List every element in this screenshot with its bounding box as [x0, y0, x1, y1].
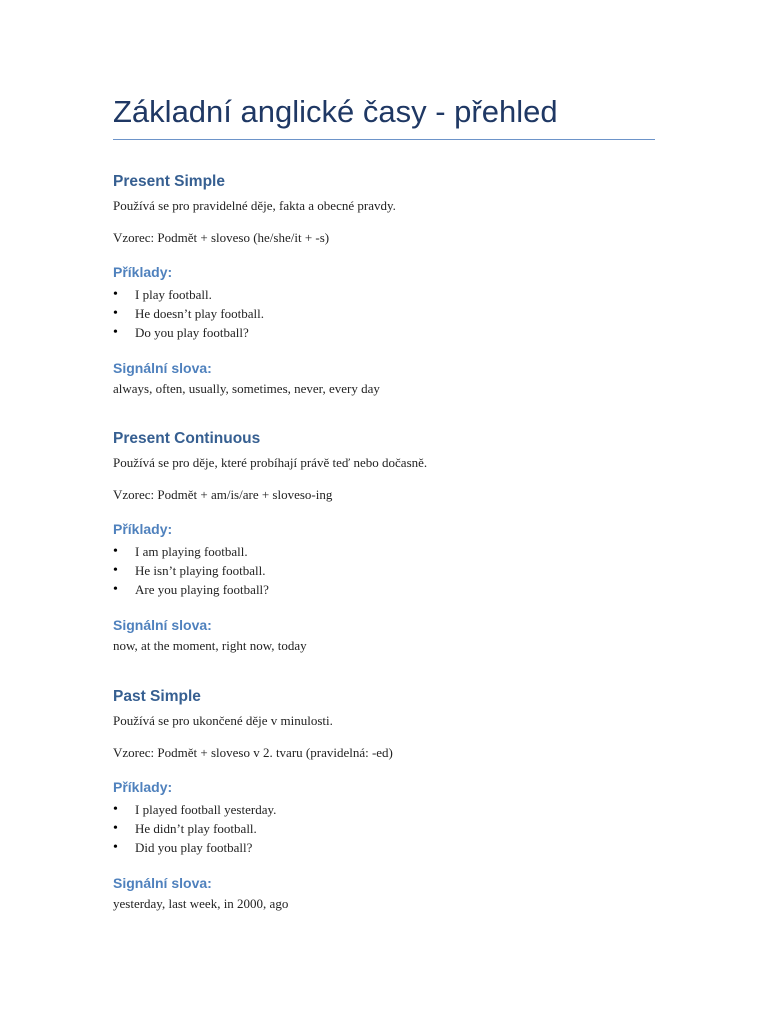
- bullet-icon: •: [113, 306, 118, 321]
- list-item: [113, 323, 673, 342]
- example-text: I play football.: [135, 287, 212, 302]
- examples-list: [113, 800, 673, 857]
- list-item: [113, 800, 673, 819]
- examples-list: [113, 285, 673, 342]
- list-item: [113, 838, 673, 857]
- bullet-icon: •: [113, 325, 118, 340]
- list-item: [113, 819, 673, 838]
- signal-words-text: yesterday, last week, in 2000, ago: [113, 896, 289, 911]
- signal-words-heading: Signální slova:: [113, 875, 212, 891]
- example-text: I am playing football.: [135, 544, 248, 559]
- bullet-icon: •: [113, 582, 118, 597]
- examples-heading: Příklady:: [113, 264, 173, 280]
- section-heading: Present Continuous: [113, 430, 261, 447]
- examples-heading: Příklady:: [113, 521, 173, 537]
- bullet-icon: •: [113, 802, 118, 817]
- examples-list: [113, 542, 673, 599]
- list-item: [113, 542, 673, 561]
- formula-text: Vzorec: Podmět + sloveso v 2. tvaru (pravidelná: -ed): [113, 745, 393, 760]
- list-item: [113, 580, 673, 599]
- section-past-simple: [113, 687, 673, 912]
- example-text: Are you playing football?: [135, 582, 269, 597]
- bullet-icon: •: [113, 544, 118, 559]
- title-underline: [113, 139, 655, 140]
- section-heading: Past Simple: [113, 688, 201, 705]
- formula-text: Vzorec: Podmět + sloveso (he/she/it + -s): [113, 230, 330, 245]
- usage-text: Používá se pro děje, které probíhají právě teď nebo dočasně.: [113, 455, 428, 470]
- example-text: Did you play football?: [135, 840, 253, 855]
- list-item: [113, 304, 673, 323]
- signal-words-heading: Signální slova:: [113, 617, 212, 633]
- example-text: He isn’t playing football.: [135, 563, 266, 578]
- section-heading: Present Simple: [113, 173, 225, 190]
- example-text: I played football yesterday.: [135, 802, 277, 817]
- example-text: He doesn’t play football.: [135, 306, 265, 321]
- bullet-icon: •: [113, 287, 118, 302]
- examples-heading: Příklady:: [113, 779, 173, 795]
- list-item: [113, 561, 673, 580]
- signal-words-text: now, at the moment, right now, today: [113, 638, 307, 653]
- formula-text: Vzorec: Podmět + am/is/are + sloveso-ing: [113, 487, 333, 502]
- example-text: Do you play football?: [135, 325, 249, 340]
- document-title: Základní anglické časy - přehled: [113, 94, 558, 129]
- usage-text: Používá se pro ukončené děje v minulosti.: [113, 713, 333, 728]
- bullet-icon: •: [113, 821, 118, 836]
- usage-text: Používá se pro pravidelné děje, fakta a obecné pravdy.: [113, 198, 396, 213]
- signal-words-heading: Signální slova:: [113, 360, 212, 376]
- example-text: He didn’t play football.: [135, 821, 257, 836]
- list-item: [113, 285, 673, 304]
- section-present-simple: [113, 172, 673, 397]
- bullet-icon: •: [113, 840, 118, 855]
- bullet-icon: •: [113, 563, 118, 578]
- section-present-continuous: [113, 429, 673, 654]
- signal-words-text: always, often, usually, sometimes, never, every day: [113, 381, 380, 396]
